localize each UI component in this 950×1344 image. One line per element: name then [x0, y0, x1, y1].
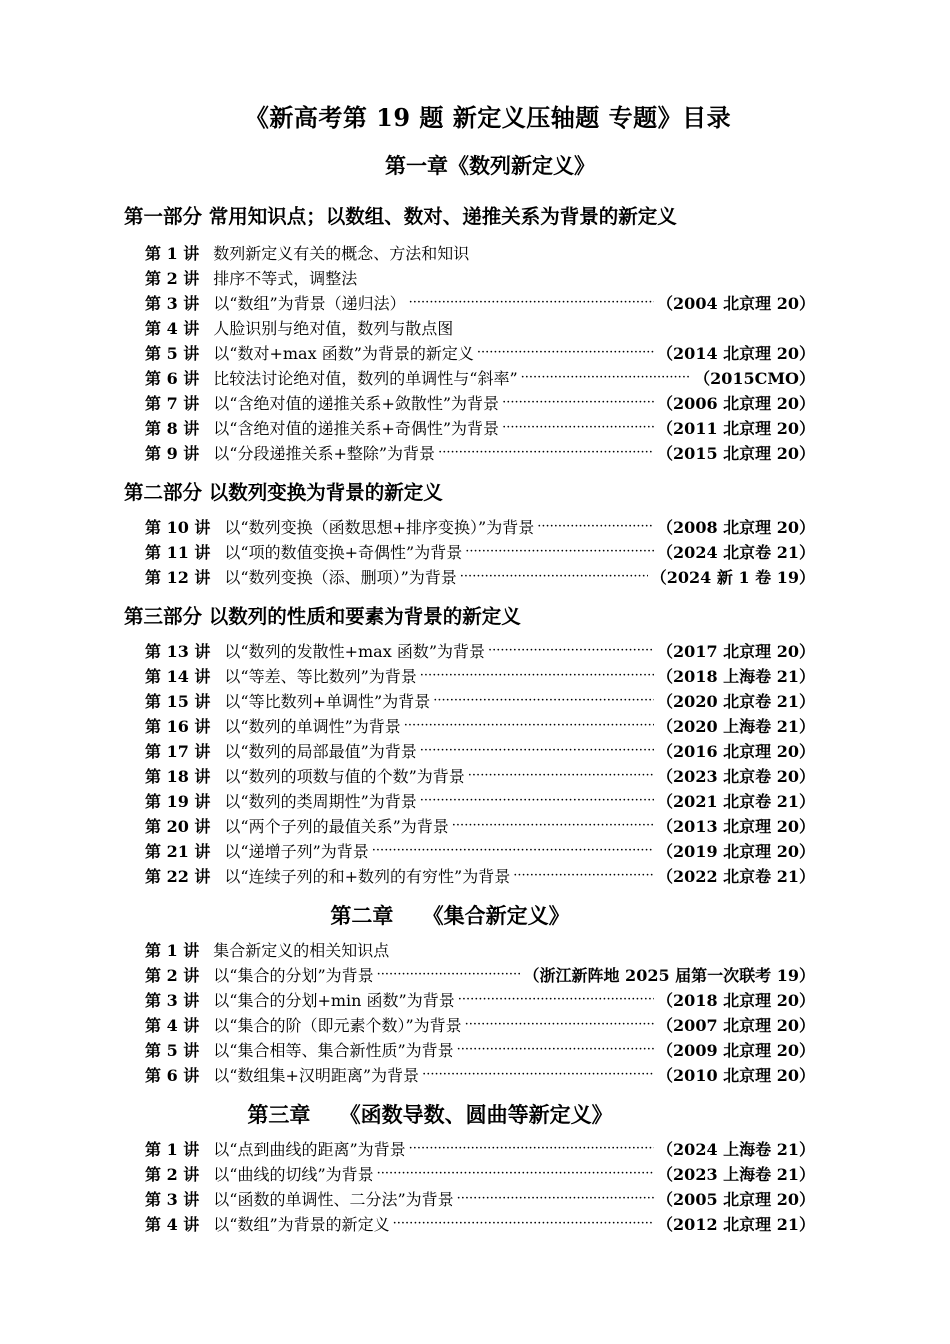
dot-leader: [422, 1067, 654, 1082]
lecture-source: （2008 北京理 20）: [657, 518, 815, 537]
lecture-title: 以“数列的发散性+max 函数”为背景: [224, 642, 486, 661]
toc-entry[interactable]: [145, 1037, 815, 1062]
lecture-number: 第 18 讲: [145, 767, 211, 786]
part-3-title: 第三部分 以数列的性质和要素为背景的新定义: [124, 605, 521, 628]
lecture-title: 以“数列的项数与值的个数”为背景: [224, 767, 465, 786]
toc-entry[interactable]: [145, 863, 815, 888]
lecture-number: 第 4 讲: [145, 319, 200, 338]
dot-leader: [409, 1141, 654, 1156]
lecture-title: 以“等差、等比数列”为背景: [224, 667, 417, 686]
lecture-number: 第 22 讲: [145, 867, 211, 886]
lecture-title: 以“集合相等、集合新性质”为背景: [213, 1041, 454, 1060]
lecture-number: 第 13 讲: [145, 642, 211, 661]
toc-entry[interactable]: [145, 390, 815, 415]
lecture-number: 第 15 讲: [145, 692, 211, 711]
toc-entry[interactable]: [145, 1136, 815, 1161]
toc-entry[interactable]: [145, 838, 815, 863]
toc-entry[interactable]: [145, 688, 815, 713]
toc-entry[interactable]: [145, 788, 815, 813]
lecture-source: （2023 上海卷 21）: [657, 1165, 815, 1184]
lecture-title: 以“等比数列+单调性”为背景: [224, 692, 431, 711]
lecture-number: 第 4 讲: [145, 1016, 200, 1035]
lecture-title: 以“集合的阶（即元素个数）”为背景: [213, 1016, 462, 1035]
lecture-source: （2021 北京卷 21）: [657, 792, 815, 811]
dot-leader: [393, 1216, 654, 1231]
toc-entry[interactable]: [145, 365, 815, 390]
lecture-title: 人脸识别与绝对值，数列与散点图: [213, 319, 454, 338]
toc-entry[interactable]: [145, 340, 815, 365]
lecture-number: 第 3 讲: [145, 1190, 200, 1209]
toc-entry[interactable]: [145, 415, 815, 440]
dot-leader: [433, 693, 654, 708]
lecture-title: 以“项的数值变换+奇偶性”为背景: [224, 543, 463, 562]
part-1-title: 第一部分 常用知识点；以数组、数对、递推关系为背景的新定义: [124, 205, 677, 228]
lecture-number: 第 16 讲: [145, 717, 211, 736]
lecture-number: 第 1 讲: [145, 1140, 200, 1159]
lecture-source: （2005 北京理 20）: [657, 1190, 815, 1209]
lecture-source: （2010 北京理 20）: [657, 1066, 815, 1085]
lecture-number: 第 6 讲: [145, 1066, 200, 1085]
dot-leader: [458, 992, 654, 1007]
dot-leader: [457, 1042, 654, 1057]
toc-entry[interactable]: [145, 738, 815, 763]
lecture-title: 以“函数的单调性、二分法”为背景: [213, 1190, 454, 1209]
lecture-source: （2017 北京理 20）: [657, 642, 815, 661]
dot-leader: [420, 668, 654, 683]
lecture-title: 以“数组集+汉明距离”为背景: [213, 1066, 420, 1085]
lecture-source: （2004 北京理 20）: [657, 294, 815, 313]
lecture-number: 第 7 讲: [145, 394, 200, 413]
dot-leader: [477, 345, 654, 360]
lecture-source: （2013 北京理 20）: [657, 817, 815, 836]
dot-leader: [404, 718, 654, 733]
chapter-2-title: 第二章 《集合新定义》: [330, 903, 570, 928]
lecture-source: （2012 北京理 21）: [657, 1215, 815, 1234]
lecture-source: （2014 北京理 20）: [657, 344, 815, 363]
lecture-number: 第 2 讲: [145, 1165, 200, 1184]
toc-entry[interactable]: [145, 1186, 815, 1211]
dot-leader: [465, 1017, 654, 1032]
lecture-title: 以“含绝对值的递推关系+敛散性”为背景: [213, 394, 500, 413]
dot-leader: [372, 843, 654, 858]
lecture-source: （2023 北京卷 20）: [657, 767, 815, 786]
lecture-source: （2015CMO）: [694, 369, 815, 388]
dot-leader: [468, 768, 654, 783]
lecture-number: 第 1 讲: [145, 244, 200, 263]
toc-entry[interactable]: [145, 564, 815, 589]
lecture-title: 以“数列变换（函数思想+排序变换）”为背景: [224, 518, 535, 537]
toc-entry[interactable]: [145, 1211, 815, 1236]
dot-leader: [457, 1191, 654, 1206]
lecture-title: 集合新定义的相关知识点: [213, 941, 390, 960]
toc-entry[interactable]: [145, 713, 815, 738]
toc-entry[interactable]: [145, 290, 815, 315]
lecture-source: （2011 北京理 20）: [657, 419, 815, 438]
lecture-source: （2020 上海卷 21）: [657, 717, 815, 736]
lecture-number: 第 6 讲: [145, 369, 200, 388]
lecture-number: 第 10 讲: [145, 518, 211, 537]
lecture-number: 第 21 讲: [145, 842, 211, 861]
lecture-title: 以“数列的类周期性”为背景: [224, 792, 417, 811]
lecture-source: （2007 北京理 20）: [657, 1016, 815, 1035]
toc-entry[interactable]: [145, 987, 815, 1012]
toc-entry[interactable]: [145, 1062, 815, 1087]
lecture-source: （2018 上海卷 21）: [657, 667, 815, 686]
lecture-source: （2024 新 1 卷 19）: [650, 568, 815, 587]
dot-leader: [488, 643, 654, 658]
dot-leader: [521, 370, 691, 385]
lecture-title: 以“数列的单调性”为背景: [224, 717, 401, 736]
dot-leader: [438, 445, 654, 460]
lecture-number: 第 3 讲: [145, 294, 200, 313]
dot-leader: [409, 295, 654, 310]
toc-entry[interactable]: [145, 813, 815, 838]
toc-entry[interactable]: [145, 315, 815, 340]
lecture-source: （浙江新阵地 2025 届第一次联考 19）: [523, 966, 815, 985]
lecture-source: （2015 北京理 20）: [657, 444, 815, 463]
lecture-source: （2024 北京卷 21）: [657, 543, 815, 562]
lecture-title: 以“递增子列”为背景: [224, 842, 369, 861]
toc-entry[interactable]: [145, 265, 815, 290]
toc-title: 《新高考第 19 题 新定义压轴题 专题》目录: [244, 103, 732, 132]
lecture-title: 以“数组”为背景的新定义: [213, 1215, 390, 1234]
lecture-title: 以“数对+max 函数”为背景的新定义: [213, 344, 474, 363]
dot-leader: [420, 743, 654, 758]
lecture-title: 以“曲线的切线”为背景: [213, 1165, 374, 1184]
part-2-title: 第二部分 以数列变换为背景的新定义: [124, 481, 443, 504]
lecture-source: （2009 北京理 20）: [657, 1041, 815, 1060]
lecture-number: 第 17 讲: [145, 742, 211, 761]
toc-entry[interactable]: [145, 240, 815, 265]
lecture-source: （2016 北京理 20）: [657, 742, 815, 761]
lecture-source: （2018 北京理 20）: [657, 991, 815, 1010]
dot-leader: [537, 519, 654, 534]
lecture-source: （2020 北京卷 21）: [657, 692, 815, 711]
lecture-number: 第 2 讲: [145, 966, 200, 985]
lecture-title: 以“含绝对值的递推关系+奇偶性”为背景: [213, 419, 500, 438]
lecture-source: （2006 北京理 20）: [657, 394, 815, 413]
lecture-number: 第 3 讲: [145, 991, 200, 1010]
lecture-number: 第 19 讲: [145, 792, 211, 811]
lecture-title: 以“两个子列的最值关系”为背景: [224, 817, 449, 836]
lecture-title: 以“点到曲线的距离”为背景: [213, 1140, 406, 1159]
toc-entry[interactable]: [145, 1161, 815, 1186]
toc-entry[interactable]: [145, 514, 815, 539]
lecture-source: （2024 上海卷 21）: [657, 1140, 815, 1159]
lecture-number: 第 2 讲: [145, 269, 200, 288]
toc-entry[interactable]: [145, 962, 815, 987]
lecture-number: 第 12 讲: [145, 568, 211, 587]
lecture-title: 以“数列变换（添、删项）”为背景: [224, 568, 457, 587]
lecture-title: 以“连续子列的和+数列的有穷性”为背景: [224, 867, 511, 886]
lecture-title: 以“数组”为背景（递归法）: [213, 294, 406, 313]
lecture-number: 第 5 讲: [145, 344, 200, 363]
dot-leader: [502, 420, 654, 435]
lecture-title: 数列新定义有关的概念、方法和知识: [213, 244, 470, 263]
lecture-number: 第 9 讲: [145, 444, 200, 463]
lecture-number: 第 14 讲: [145, 667, 211, 686]
dot-leader: [513, 868, 654, 883]
dot-leader: [377, 1166, 654, 1181]
toc-entry[interactable]: [145, 937, 815, 962]
dot-leader: [460, 569, 648, 584]
lecture-title: 以“集合的分划”为背景: [213, 966, 374, 985]
dot-leader: [420, 793, 654, 808]
toc-entry[interactable]: [145, 663, 815, 688]
lecture-source: （2019 北京理 20）: [657, 842, 815, 861]
toc-entry[interactable]: [145, 638, 815, 663]
lecture-source: （2022 北京卷 21）: [657, 867, 815, 886]
lecture-number: 第 4 讲: [145, 1215, 200, 1234]
dot-leader: [502, 395, 654, 410]
lecture-number: 第 11 讲: [145, 543, 211, 562]
dot-leader: [465, 544, 654, 559]
lecture-number: 第 8 讲: [145, 419, 200, 438]
lecture-number: 第 1 讲: [145, 941, 200, 960]
lecture-title: 比较法讨论绝对值，数列的单调性与“斜率”: [213, 369, 518, 388]
toc-entry[interactable]: [145, 440, 815, 465]
lecture-title: 以“分段递推关系+整除”为背景: [213, 444, 436, 463]
lecture-title: 排序不等式，调整法: [213, 269, 358, 288]
lecture-number: 第 5 讲: [145, 1041, 200, 1060]
lecture-title: 以“集合的分划+min 函数”为背景: [213, 991, 455, 1010]
chapter-1-title: 第一章《数列新定义》: [385, 153, 595, 178]
lecture-number: 第 20 讲: [145, 817, 211, 836]
toc-entry[interactable]: [145, 763, 815, 788]
dot-leader: [452, 818, 654, 833]
toc-entry[interactable]: [145, 539, 815, 564]
dot-leader: [377, 967, 521, 982]
toc-entry[interactable]: [145, 1012, 815, 1037]
lecture-title: 以“数列的局部最值”为背景: [224, 742, 417, 761]
chapter-3-title: 第三章 《函数导数、圆曲等新定义》: [247, 1102, 613, 1127]
